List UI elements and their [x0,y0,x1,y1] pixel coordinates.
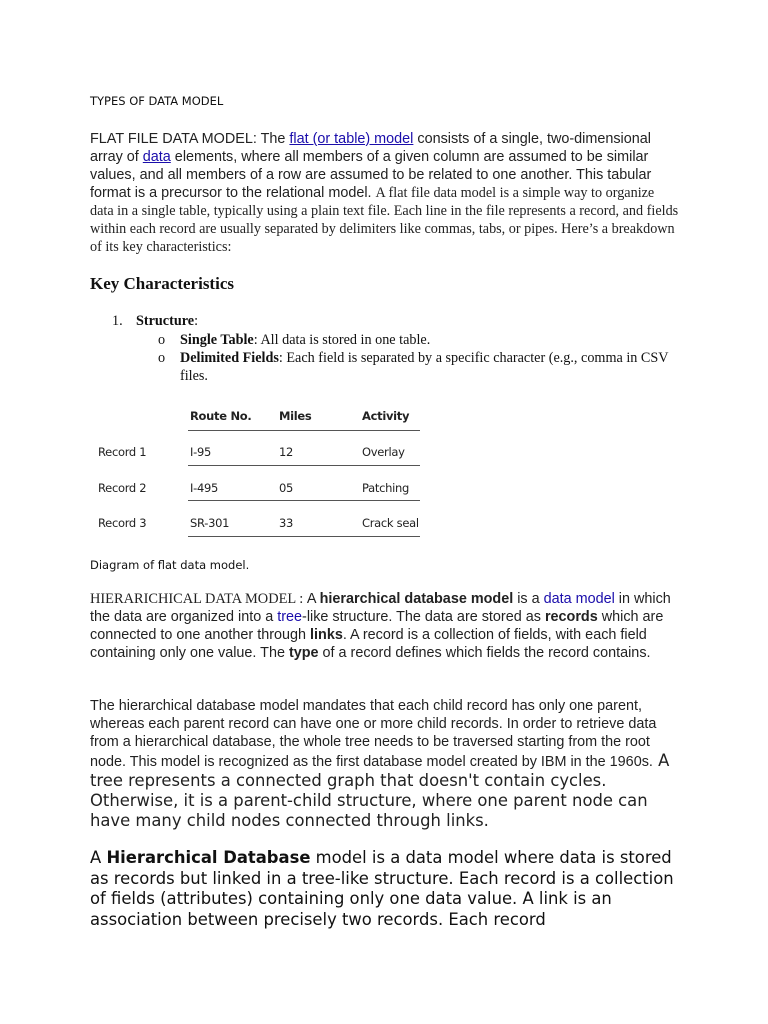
bullet-description: : Each field is separated by a specific character (e.g., comma in CSV files. [180,350,669,384]
hdb-bold-term: Hierarchical Database [106,848,311,867]
list-item-number: 1. [112,313,123,329]
hdb-text: model is a data model where data is stored as records but linked in a tree-like structure. Each record is a collection of fields (attributes) containing only one data value. A link is an association between precisely two records. Each record [90,848,674,929]
data-model-link[interactable]: data model [543,591,615,607]
record-cell: 05 [279,481,294,495]
flat-model-diagram [90,400,430,540]
document-title: TYPES OF DATA MODEL [90,94,224,108]
diagram-rule [188,536,420,537]
hier-text: which are connected to one another through [90,609,664,643]
record-cell: I-495 [190,481,218,495]
flat-text-1: consists of a single, two-dimensional array of [90,131,651,165]
hier-bold-term: records [544,609,598,625]
hier-text: . A record is a collection of fields, with each field containing only one value. The [90,627,647,661]
diagram-rule [188,500,420,501]
parent-child-paragraph [90,697,680,831]
hierarchical-model-paragraph [90,590,680,662]
record-cell: I-95 [190,445,211,459]
hier-text: -like structure. The data are stored as [302,609,545,625]
flat-table-model-link[interactable]: flat (or table) model [289,131,414,147]
hier-text: in which the data are organized into a [90,591,671,625]
record-label: Record 1 [98,445,147,459]
data-link[interactable]: data [142,149,171,165]
hier-text: of a record defines which fields the record contains. [318,645,651,661]
flat-text-2: elements, where all members of a given column are assumed to be similar values, and all members of a row are assumed to be related to one another. This tabular format is a precursor to the relational model. [90,149,652,201]
hierarchical-database-paragraph [90,848,680,930]
tree-link[interactable]: tree [277,609,303,625]
diagram-rule [188,465,420,466]
bullet-description: : All data is stored in one table. [253,332,431,348]
hier-lead: HIERARICHICAL DATA MODEL : [90,591,307,607]
structure-label: Structure [136,313,195,329]
structure-colon: : [194,313,199,329]
bullet-label: Single Table [180,332,254,348]
record-label: Record 3 [98,516,147,530]
record-cell: Patching [362,481,409,495]
flat-model-paragraph [90,130,680,256]
record-cell: Crack seal [362,516,419,530]
record-cell: 33 [279,516,294,530]
hier-bold-term: hierarchical database model [319,591,514,607]
diagram-caption: Diagram of flat data model. [90,558,250,572]
flat-text-3: A flat file data model is a simple way to organize data in a single table, typically using a plain text file. Each line in the file represents a record, and fields within each record are usually separated by delimiters like commas, tabs, or pipes. Here’s a breakdown of its key characteristics: [90,185,679,255]
hier-text: A [306,591,320,607]
tree-definition-text: A tree represents a connected graph that doesn't contain cycles. Otherwise, it is a parent-child structure, where one parent node can have many child nodes connected through links. [90,751,670,830]
parent-text: The hierarchical database model mandates that each child record has only one parent, whereas each parent record can have one or more child records. In order to retrieve data from a hierarchical database, the whole tree needs to be traversed starting from the root node. This model is recognized as the first database model created by IBM in the 1960s. [90,698,657,770]
bullet-text [180,349,680,385]
bullet-label: Delimited Fields [180,350,279,366]
column-header-activity: Activity [362,409,410,423]
column-header-route: Route No. [190,409,252,423]
list-item-structure [136,313,198,330]
hier-bold-term: type [288,645,319,661]
hier-bold-term: links [310,627,343,643]
record-cell: Overlay [362,445,405,459]
hier-text: is a [513,591,544,607]
record-cell: SR-301 [190,516,230,530]
bullet-mark: o [158,350,166,366]
bullet-mark: o [158,332,166,348]
key-characteristics-heading: Key Characteristics [90,274,234,293]
diagram-rule [188,430,420,431]
column-header-miles: Miles [279,409,312,423]
flat-lead: FLAT FILE DATA MODEL: The [90,131,290,147]
bullet-text [180,331,680,349]
hdb-text: A [90,848,107,867]
record-cell: 12 [279,445,294,459]
record-label: Record 2 [98,481,147,495]
